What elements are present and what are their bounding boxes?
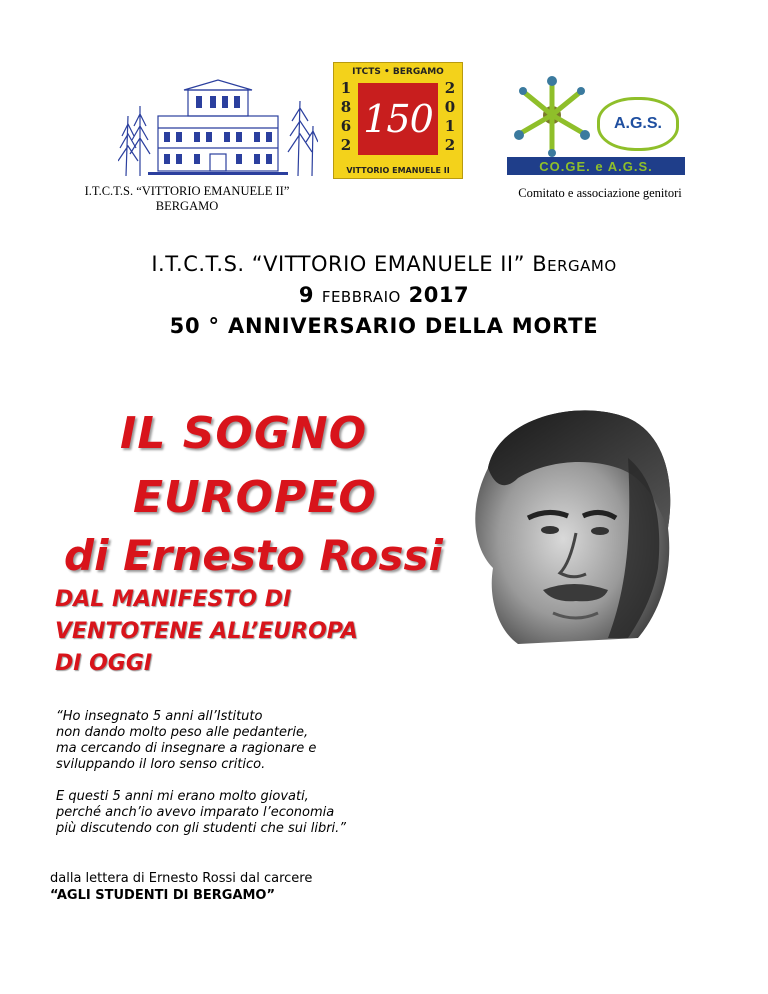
school-caption (42, 184, 332, 214)
ernesto-rossi-portrait (458, 398, 678, 646)
quote-source (50, 870, 312, 904)
header-anniversary: 50 ° ANNIVERSARIO DELLA MORTE (169, 314, 599, 338)
quote-paragraph-1 (56, 709, 316, 773)
main-title-line-3: di Ernesto Rossi (64, 531, 443, 580)
quote-line: E questi 5 anni mi erano molto giovati, (56, 789, 309, 804)
year-digit: 1 (340, 79, 352, 97)
quote-line: sviluppando il loro senso critico. (56, 757, 266, 772)
main-title-line-1: IL SOGNO (120, 408, 368, 459)
anniversary-center (358, 83, 438, 155)
year-digit: 2 (340, 136, 352, 154)
ags-banner-text: CO.GE. e A.G.S. (539, 158, 653, 174)
quote-line: perché anch’io avevo imparato l’economia (56, 805, 335, 820)
subtitle-line-3: DI OGGI (55, 651, 153, 676)
ags-caption: Comitato e associazione genitori (518, 186, 682, 200)
year-digit: 2 (444, 79, 456, 97)
quote-paragraph-2 (56, 789, 346, 837)
anniversary-number: 150 (363, 97, 433, 141)
year-right (443, 79, 457, 155)
header-month: febbraio (321, 283, 401, 307)
year-digit: 6 (340, 117, 352, 135)
parents-arrows-icon (507, 75, 597, 157)
anniversary-bottom-text: VITTORIO EMANUELE II (346, 166, 450, 175)
quote-line: non dando molto peso alle pedanterie, (56, 725, 309, 740)
anniversary-150-logo (333, 62, 463, 179)
year-left (339, 79, 353, 155)
quote-line: più discutendo con gli studenti che sui libri.” (56, 821, 347, 836)
year-digit: 0 (444, 98, 456, 116)
year-digit: 8 (340, 98, 352, 116)
main-title-line-2: EUROPEO (133, 472, 377, 523)
header-line-1 (0, 252, 768, 276)
header-year: 2017 (400, 283, 470, 307)
subtitle-line-2: VENTOTENE ALL’EUROPA (55, 619, 358, 644)
source-title: “AGLI STUDENTI DI BERGAMO” (50, 888, 276, 903)
school-name: I.T.C.T.S. “VITTORIO EMANUELE II” (84, 184, 290, 198)
header-school: I.T.C.T.S. “VITTORIO EMANUELE II” (151, 252, 533, 276)
year-digit: 2 (444, 136, 456, 154)
anniversary-top-text: ITCTS • BERGAMO (352, 67, 444, 77)
ags-banner (507, 157, 685, 175)
ags-logo (507, 75, 685, 175)
quote-line: “Ho insegnato 5 anni all’Istituto (56, 709, 263, 724)
school-building-logo (118, 76, 318, 178)
year-digit: 1 (444, 117, 456, 135)
subtitle-line-1: DAL MANIFESTO DI (55, 587, 292, 612)
header-date (0, 283, 768, 307)
ags-badge (597, 97, 679, 151)
header-day: 9 (298, 283, 322, 307)
ags-text: A.G.S. (613, 115, 662, 132)
source-line: dalla lettera di Ernesto Rossi dal carcere (50, 871, 313, 886)
quote-line: ma cercando di insegnare a ragionare e (56, 741, 317, 756)
school-city: BERGAMO (155, 199, 219, 213)
header-city: Bergamo (532, 252, 617, 276)
